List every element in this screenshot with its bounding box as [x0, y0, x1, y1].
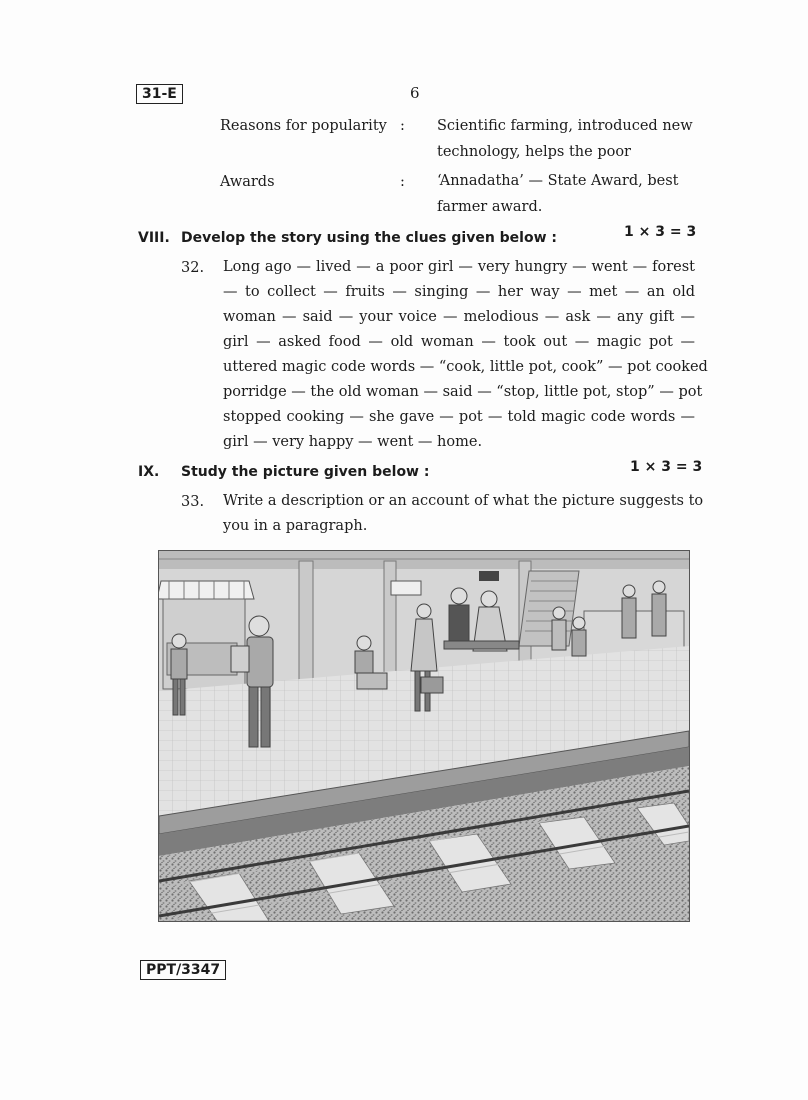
railway-platform-picture [158, 550, 690, 922]
question-line: Write a description or an account of what the picture suggests to [223, 493, 704, 509]
question-line: you in a paragraph. [223, 518, 368, 534]
detail-value-line: technology, helps the poor [437, 144, 631, 160]
story-clue-line: uttered magic code words — “cook, little pot, cook” — pot cooked [223, 359, 708, 375]
section-viii-number: VIII. [138, 230, 170, 246]
story-clue-line: — to collect — fruits — singing — her way — met — an old [223, 284, 695, 300]
section-ix-title: Study the picture given below : [181, 464, 430, 480]
story-clue-line: porridge — the old woman — said — “stop, little pot, stop” — pot [223, 384, 703, 400]
detail-colon-reasons: : [400, 118, 405, 134]
section-ix-number: IX. [138, 464, 160, 480]
detail-value-line: farmer award. [437, 199, 543, 215]
detail-value-awards [437, 168, 699, 220]
footer-code: PPT/3347 [140, 960, 226, 980]
paper-code: 31-E [136, 84, 183, 104]
detail-label-awards: Awards [220, 174, 275, 190]
story-clue-line: girl — very happy — went — home. [223, 434, 483, 450]
question-33-number: 33. [181, 494, 205, 510]
detail-value-line: Scientific farming, introduced new [437, 118, 693, 134]
section-viii-marks: 1 × 3 = 3 [624, 224, 697, 240]
section-ix-marks: 1 × 3 = 3 [630, 459, 703, 475]
detail-value-line: ‘Annadatha’ — State Award, best [437, 173, 679, 189]
question-33-text [223, 489, 704, 539]
story-clue-line: girl — asked food — old woman — took out — magic pot — [223, 334, 695, 350]
detail-colon-awards: : [400, 174, 405, 190]
detail-label-reasons: Reasons for popularity [220, 118, 387, 134]
question-32-text [223, 255, 708, 455]
story-clue-line: woman — said — your voice — melodious — ask — any gift — [223, 309, 695, 325]
story-clue-line: Long ago — lived — a poor girl — very hungry — went — forest [223, 259, 695, 275]
page-number: 6 [410, 84, 420, 102]
story-clue-line: stopped cooking — she gave — pot — told magic code words — [223, 409, 695, 425]
section-viii-title: Develop the story using the clues given below : [181, 230, 558, 246]
question-32-number: 32. [181, 260, 205, 276]
detail-value-reasons [437, 113, 699, 165]
